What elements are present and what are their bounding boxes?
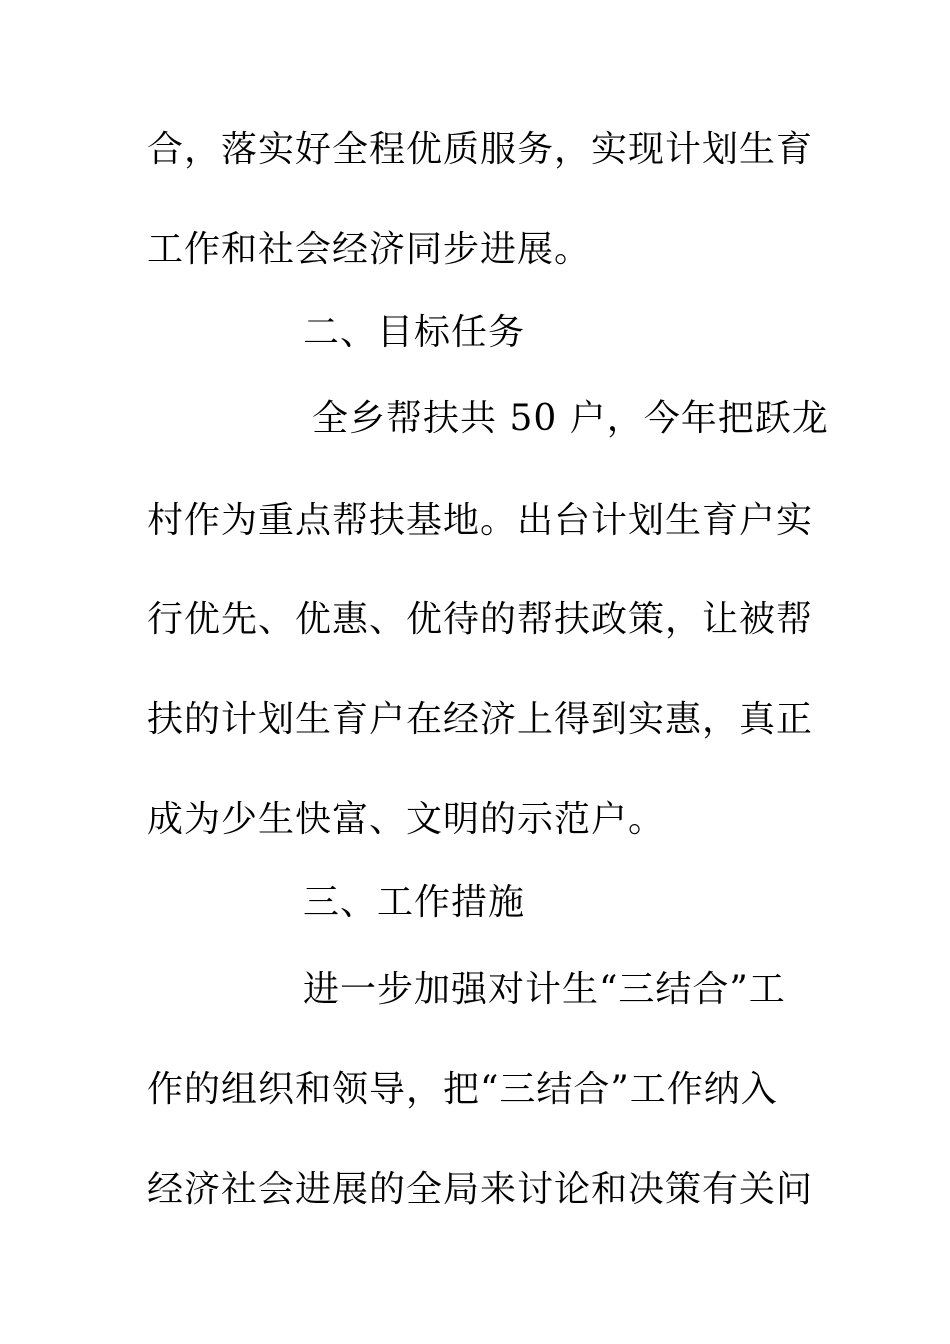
body-text-line: 村作为重点帮扶基地。出台计划生育户实 [147, 500, 814, 541]
body-text-line: 成为少生快富、文明的示范户。 [147, 799, 666, 840]
body-text-line: 经济社会进展的全局来讨论和决策有关问 [147, 1169, 814, 1210]
body-text-line: 合，落实好全程优质服务，实现计划生育 [147, 129, 814, 170]
body-text-line: 进一步加强对计生“三结合”工 [303, 969, 786, 1010]
body-text-line: 行优先、优惠、优待的帮扶政策，让被帮 [147, 599, 814, 640]
body-text-line: 全乡帮扶共 50 户，今年把跃龙 [312, 398, 829, 439]
section-heading-targets: 二、目标任务 [303, 312, 526, 353]
body-text-line: 工作和社会经济同步进展。 [147, 229, 592, 270]
section-heading-measures: 三、工作措施 [303, 882, 526, 923]
body-text-line: 扶的计划生育户在经济上得到实惠，真正 [147, 699, 814, 740]
body-text-line: 作的组织和领导，把“三结合”工作纳入 [147, 1069, 778, 1110]
